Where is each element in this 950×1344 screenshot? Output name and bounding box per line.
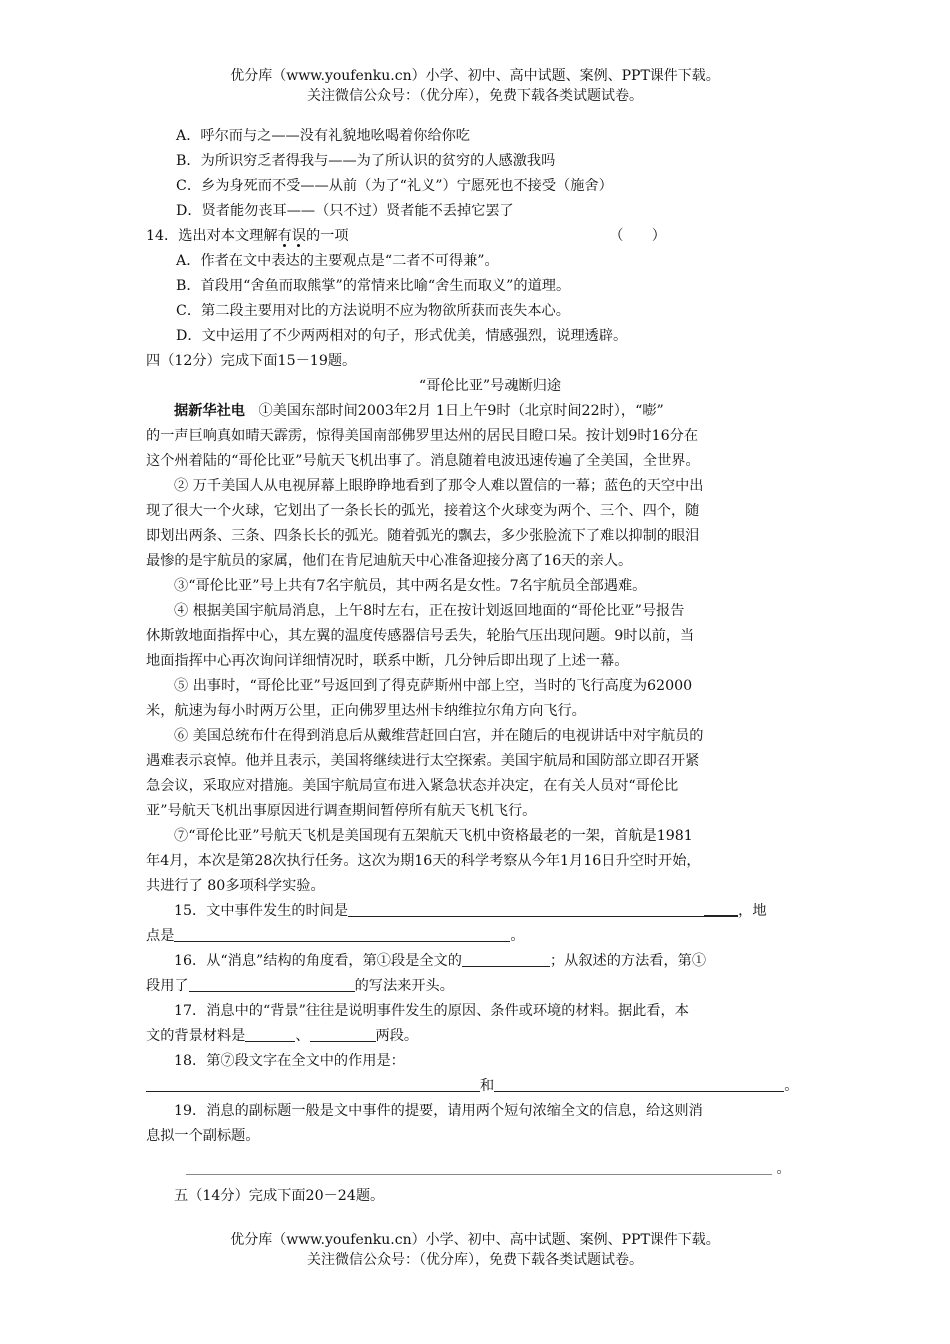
page-footer <box>0 1230 950 1270</box>
q17-blank-1[interactable] <box>245 1025 295 1042</box>
q15-time-blank-end <box>704 899 738 917</box>
q15-time-blank[interactable] <box>348 900 704 917</box>
paragraph-6-line-2: 遇难表示哀悼。他并且表示，美国将继续进行太空探索。美国宇航局和国防部立即召开紧 <box>146 753 700 769</box>
paragraph-5 <box>146 674 814 724</box>
paragraph-4-line-1: ④ 根据美国宇航局消息，上午8时左右，正在按计划返回地面的“哥伦比亚”号报告 <box>174 603 685 619</box>
paragraph-1-line-1: ①美国东部时间2003年2月 1日上午9时（北京时间22时），“嘭” <box>258 403 664 419</box>
q16-stem-3: 段用了 <box>146 978 189 994</box>
paragraph-3-line-1: ③“哥伦比亚”号上共有7名宇航员，其中两名是女性。7名宇航员全部遇难。 <box>174 578 647 594</box>
q19-stem-2: 息拟一个副标题。 <box>146 1128 260 1144</box>
q13-option-d: D．贤者能勿丧耳——（只不过）贤者能不丢掉它罢了 <box>176 203 514 219</box>
q19-end: 。 <box>776 1161 791 1177</box>
q19-answer-blank[interactable] <box>186 1158 772 1175</box>
question-17 <box>146 999 814 1049</box>
section-4-heading: 四（12分）完成下面15－19题。 <box>146 353 357 369</box>
paragraph-4-line-3: 地面指挥中心再次询问详细情况时，联系中断，几分钟后即出现了上述一幕。 <box>146 653 629 669</box>
header-line-1: 优分库（www.youfenku.cn）小学、初中、高中试题、案例、PPT课件下载。 <box>230 68 720 84</box>
paragraph-4-line-2: 休斯敦地面指挥中心，其左翼的温度传感器信号丢失，轮胎气压出现问题。9时以前，当 <box>146 628 695 644</box>
q17-end: 两段。 <box>375 1028 419 1044</box>
q13-option-a: A．呼尔而与之——没有礼貌地吆喝着你给你吃 <box>176 128 470 144</box>
q14-prefix: 14．选出对本文理解 <box>146 228 278 244</box>
paragraph-4 <box>146 599 814 674</box>
paragraph-7-line-1: ⑦“哥伦比亚”号航天飞机是美国现有五架航天飞机中资格最老的一架，首航是1981 <box>174 828 693 844</box>
q14-suffix: 的一项 <box>305 228 349 244</box>
paragraph-6-line-1: ⑥ 美国总统布什在得到消息后从戴维营赶回白宫，并在随后的电视讲话中对宇航员的 <box>174 728 704 744</box>
q14-option-d: D．文中运用了不少两两相对的句子，形式优美，情感强烈，说理透辟。 <box>176 328 628 344</box>
paragraph-2 <box>146 474 814 574</box>
q17-stem: 17．消息中的“背景”往往是说明事件发生的原因、条件或环境的材料。据此看，本 <box>174 1003 689 1019</box>
question-16 <box>146 949 814 999</box>
q17-sep: 、 <box>295 1028 310 1044</box>
paragraph-5-line-2: 米，航速为每小时两万公里，正向佛罗里达州卡纳维拉尔角方向飞行。 <box>146 703 586 719</box>
news-lead: 据新华社电 <box>174 403 245 419</box>
q17-stem-2: 文的背景材料是 <box>146 1028 246 1044</box>
paragraph-2-line-1: ② 万千美国人从电视屏幕上眼睁睁地看到了那令人难以置信的一幕；蓝色的天空中出 <box>174 478 704 494</box>
q16-stem: 16．从“消息”结构的角度看，第①段是全文的 <box>174 953 462 969</box>
q13-options <box>146 124 814 224</box>
q13-option-c: C．乡为身死而不受——从前（为了“礼义”）宁愿死也不接受（施舍） <box>176 178 613 194</box>
q15-stem-2: ，地 <box>738 903 767 919</box>
q13-option-b: B．为所识穷乏者得我与——为了所认识的贫穷的人感激我吗 <box>176 153 556 169</box>
q18-blank-1[interactable] <box>146 1075 480 1092</box>
paragraph-1-line-3: 这个州着陆的“哥伦比亚”号航天飞机出事了。消息随着电波迅速传遍了全美国，全世界。 <box>146 453 700 469</box>
q14-option-c: C．第二段主要用对比的方法说明不应为物欲所获而丧失本心。 <box>176 303 570 319</box>
q15-stem-3: 点是 <box>146 928 175 944</box>
article-title: “哥伦比亚”号魂断归途 <box>418 378 562 394</box>
q19-stem: 19．消息的副标题一般是文中事件的提要，请用两个短句浓缩全文的信息，给这则消 <box>174 1103 703 1119</box>
footer-line-1: 优分库（www.youfenku.cn）小学、初中、高中试题、案例、PPT课件下载。 <box>230 1232 720 1248</box>
q14-option-b: B．首段用“舍鱼而取熊掌”的常情来比喻“舍生而取义”的道理。 <box>176 278 571 294</box>
paragraph-1 <box>146 399 814 474</box>
q16-end: 的写法来开头。 <box>354 978 454 994</box>
footer-line-2: 关注微信公众号：（优分库），免费下载各类试题试卷。 <box>307 1252 643 1268</box>
paragraph-7-line-3: 共进行了 80多项科学实验。 <box>146 878 325 894</box>
document-body <box>146 124 814 1209</box>
q14-options <box>146 249 814 349</box>
question-15 <box>146 899 814 949</box>
q18-and: 和 <box>480 1078 495 1094</box>
page-header <box>0 66 950 106</box>
q16-stem-2: ；从叙述的方法看，第① <box>549 953 707 969</box>
paragraph-2-line-3: 即划出两条、三条、四条长长的弧光。随着弧光的飘去，多少张脸流下了难以抑制的眼泪 <box>146 528 700 544</box>
q15-end: 。 <box>510 928 525 944</box>
question-18 <box>146 1049 814 1099</box>
q14-answer-paren: （ ） <box>609 228 666 244</box>
q15-place-blank[interactable] <box>174 925 510 942</box>
paragraph-6-line-4: 亚”号航天飞机出事原因进行调查期间暂停所有航天飞机飞行。 <box>146 803 537 819</box>
q16-method-blank[interactable] <box>189 975 355 992</box>
q18-end: 。 <box>784 1078 799 1094</box>
q18-blank-2[interactable] <box>494 1075 784 1092</box>
q17-blank-2[interactable] <box>310 1025 376 1042</box>
paragraph-7 <box>146 824 814 899</box>
q16-structure-blank[interactable] <box>462 950 550 967</box>
paragraph-2-line-2: 现了很大一个火球，它划出了一条长长的弧光，接着这个火球变为两个、三个、四个，随 <box>146 503 700 519</box>
paragraph-1-line-2: 的一声巨响真如晴天霹雳，惊得美国南部佛罗里达州的居民目瞪口呆。按计划9时16分在 <box>146 428 699 444</box>
q14-emphasis-2: 误 <box>291 228 306 244</box>
section-5-heading: 五（14分）完成下面20－24题。 <box>174 1188 385 1204</box>
q15-stem: 15．文中事件发生的时间是 <box>174 903 349 919</box>
question-19 <box>146 1099 814 1182</box>
q14-option-a: A．作者在文中表达的主要观点是“二者不可得兼”。 <box>176 253 499 269</box>
q18-stem: 18．第⑦段文字在全文中的作用是： <box>174 1053 405 1069</box>
paragraph-6-line-3: 急会议，采取应对措施。美国宇航局宣布进入紧急状态并决定，在有关人员对“哥伦比 <box>146 778 679 794</box>
paragraph-3 <box>146 574 814 599</box>
paragraph-7-line-2: 年4月，本次是第28次执行任务。这次为期16天的科学考察从今年1月16日升空时开始， <box>146 853 701 869</box>
paragraph-5-line-1: ⑤ 出事时，“哥伦比亚”号返回到了得克萨斯州中部上空，当时的飞行高度为62000 <box>174 678 693 694</box>
q14-stem <box>146 224 666 249</box>
q14-emphasis-1: 有 <box>277 228 292 244</box>
paragraph-2-line-4: 最惨的是宇航员的家属，他们在肯尼迪航天中心准备迎接分离了16天的亲人。 <box>146 553 633 569</box>
header-line-2: 关注微信公众号：（优分库），免费下载各类试题试卷。 <box>307 88 643 104</box>
paragraph-6 <box>146 724 814 824</box>
